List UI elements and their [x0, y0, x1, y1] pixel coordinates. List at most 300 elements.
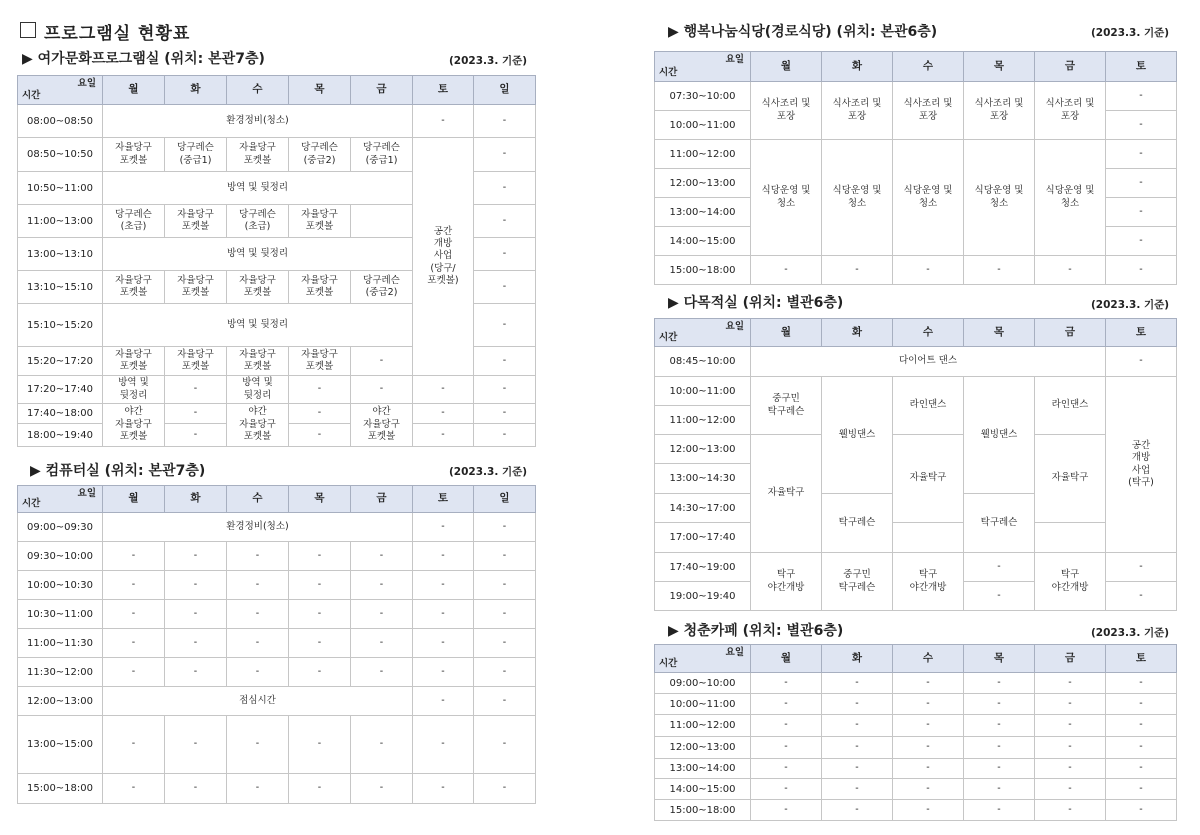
schedule-cell: 식사조리 및 포장 — [964, 82, 1035, 140]
schedule-cell: - — [474, 424, 536, 447]
time-cell: 12:00~13:00 — [655, 737, 751, 759]
time-cell: 17:40~19:00 — [655, 553, 751, 582]
schedule-cell: - — [1106, 256, 1177, 285]
schedule-cell: - — [1106, 140, 1177, 169]
schedule-cell: - — [165, 629, 227, 658]
header-day: 화 — [165, 76, 227, 105]
timetable-dining — [654, 51, 1177, 285]
schedule-cell: - — [474, 716, 536, 774]
schedule-cell: - — [1106, 673, 1177, 694]
schedule-cell: - — [413, 424, 474, 447]
schedule-cell: 웰빙댄스 — [964, 377, 1035, 494]
table-header-row — [18, 76, 536, 105]
table-row — [18, 105, 536, 138]
schedule-cell: - — [474, 138, 536, 172]
schedule-cell: 식당운영 및 청소 — [822, 140, 893, 256]
time-cell: 11:00~12:00 — [655, 406, 751, 435]
schedule-cell: 환경정비(청소) — [103, 513, 413, 542]
time-cell: 10:00~11:00 — [655, 111, 751, 140]
table-row — [18, 376, 536, 404]
time-cell: 13:00~14:00 — [655, 198, 751, 227]
schedule-cell: - — [289, 424, 351, 447]
schedule-cell: 자율당구 포켓볼 — [227, 347, 289, 376]
timetable-cafe — [654, 644, 1177, 821]
time-cell: 15:00~18:00 — [655, 800, 751, 821]
schedule-cell: - — [1106, 779, 1177, 800]
time-cell: 12:00~13:00 — [655, 435, 751, 464]
schedule-cell: 자율당구 포켓볼 — [165, 347, 227, 376]
timetable-multipurpose — [654, 318, 1177, 611]
schedule-cell: - — [165, 404, 227, 424]
schedule-cell: - — [964, 582, 1035, 611]
time-cell: 09:30~10:00 — [18, 542, 103, 571]
time-cell: 08:00~08:50 — [18, 105, 103, 138]
schedule-cell: - — [103, 716, 165, 774]
table-row — [18, 629, 536, 658]
header-day: 월 — [103, 486, 165, 513]
schedule-cell: - — [103, 571, 165, 600]
schedule-cell: - — [822, 673, 893, 694]
schedule-cell: - — [474, 542, 536, 571]
schedule-cell: - — [165, 542, 227, 571]
schedule-cell: - — [964, 737, 1035, 759]
schedule-cell: - — [893, 673, 964, 694]
schedule-cell: - — [474, 774, 536, 804]
schedule-cell: - — [413, 687, 474, 716]
schedule-cell: 식사조리 및 포장 — [751, 82, 822, 140]
schedule-cell: 자율당구 포켓볼 — [227, 271, 289, 304]
schedule-cell: - — [165, 571, 227, 600]
schedule-cell: 자율당구 포켓볼 — [103, 347, 165, 376]
time-cell: 12:00~13:00 — [655, 169, 751, 198]
time-cell: 14:00~15:00 — [655, 227, 751, 256]
header-day: 목 — [964, 52, 1035, 82]
schedule-cell: - — [1106, 800, 1177, 821]
schedule-cell: 식사조리 및 포장 — [1035, 82, 1106, 140]
table-row — [655, 82, 1177, 111]
table-header-row — [655, 319, 1177, 347]
schedule-cell: - — [413, 513, 474, 542]
schedule-cell: - — [474, 205, 536, 238]
section-title-computer: ▶ 컴퓨터실 (위치: 본관7층) — [30, 463, 206, 479]
schedule-cell: 탁구 야간개방 — [893, 553, 964, 611]
time-cell: 11:00~12:00 — [655, 715, 751, 737]
schedule-cell: 식당운영 및 청소 — [964, 140, 1035, 256]
schedule-cell: - — [474, 629, 536, 658]
schedule-cell: - — [964, 715, 1035, 737]
schedule-cell: - — [822, 759, 893, 779]
schedule-cell: - — [165, 774, 227, 804]
schedule-cell: - — [413, 404, 474, 424]
table-row — [18, 687, 536, 716]
schedule-cell: - — [964, 759, 1035, 779]
schedule-cell: 자율당구 포켓볼 — [289, 205, 351, 238]
time-cell: 14:00~15:00 — [655, 779, 751, 800]
schedule-cell: - — [289, 658, 351, 687]
time-cell: 17:00~17:40 — [655, 523, 751, 553]
schedule-cell: 자율탁구 — [893, 435, 964, 523]
header-day: 수 — [893, 645, 964, 673]
section-date-computer: (2023.3. 기준) — [449, 466, 528, 478]
table-row — [655, 737, 1177, 759]
schedule-cell: - — [474, 347, 536, 376]
schedule-cell: - — [413, 629, 474, 658]
schedule-cell: 식당운영 및 청소 — [751, 140, 822, 256]
table-row — [18, 600, 536, 629]
schedule-cell: - — [474, 687, 536, 716]
schedule-cell: - — [751, 737, 822, 759]
header-day: 월 — [751, 645, 822, 673]
schedule-cell: - — [289, 404, 351, 424]
schedule-cell: - — [751, 800, 822, 821]
header-corner: 요일 시간 — [655, 645, 751, 673]
schedule-cell: 다이어트 댄스 — [751, 347, 1106, 377]
section-title-dining: ▶ 행복나눔식당(경로식당) (위치: 본관6층) — [668, 24, 938, 40]
header-day: 토 — [413, 76, 474, 105]
space-open-cell: 공간 개방 사업 (탁구) — [1106, 377, 1177, 553]
schedule-cell: - — [413, 716, 474, 774]
time-cell: 08:45~10:00 — [655, 347, 751, 377]
header-day: 금 — [1035, 52, 1106, 82]
schedule-cell: - — [751, 779, 822, 800]
schedule-cell: - — [103, 629, 165, 658]
table-header-row — [655, 52, 1177, 82]
schedule-cell: - — [474, 238, 536, 271]
time-cell: 12:00~13:00 — [18, 687, 103, 716]
section-date-dining: (2023.3. 기준) — [1091, 27, 1170, 39]
schedule-cell: - — [893, 800, 964, 821]
time-cell: 14:30~17:00 — [655, 494, 751, 523]
schedule-cell: 방역 및 뒷정리 — [103, 172, 413, 205]
schedule-cell: - — [289, 571, 351, 600]
schedule-cell: 웰빙댄스 — [822, 377, 893, 494]
schedule-cell: - — [351, 376, 413, 404]
header-day: 목 — [289, 76, 351, 105]
schedule-cell: - — [289, 542, 351, 571]
time-cell: 15:00~18:00 — [18, 774, 103, 804]
schedule-cell: - — [413, 542, 474, 571]
schedule-cell: - — [893, 759, 964, 779]
time-cell: 10:30~11:00 — [18, 600, 103, 629]
schedule-cell: - — [964, 673, 1035, 694]
schedule-cell: - — [964, 779, 1035, 800]
schedule-cell: - — [165, 376, 227, 404]
schedule-cell: 탁구레슨 — [822, 494, 893, 553]
schedule-cell: - — [413, 658, 474, 687]
schedule-cell: - — [474, 105, 536, 138]
time-cell: 13:00~15:00 — [18, 716, 103, 774]
schedule-cell — [1035, 523, 1106, 553]
header-day: 일 — [474, 76, 536, 105]
schedule-cell: - — [351, 542, 413, 571]
header-day: 토 — [413, 486, 474, 513]
header-day: 수 — [227, 76, 289, 105]
schedule-cell: - — [227, 600, 289, 629]
schedule-cell: - — [351, 600, 413, 629]
header-day: 수 — [893, 52, 964, 82]
schedule-cell: 식사조리 및 포장 — [822, 82, 893, 140]
schedule-cell: - — [165, 600, 227, 629]
time-cell: 10:00~11:00 — [655, 694, 751, 715]
schedule-cell: - — [751, 694, 822, 715]
time-cell: 15:20~17:20 — [18, 347, 103, 376]
space-open-cell: 공간 개방 사업 (당구/ 포켓볼) — [413, 138, 474, 376]
schedule-cell: 당구레슨 (중급2) — [289, 138, 351, 172]
schedule-cell: - — [351, 571, 413, 600]
header-day: 화 — [822, 52, 893, 82]
time-cell: 10:00~10:30 — [18, 571, 103, 600]
page-title: 프로그램실 현황표 — [44, 24, 191, 44]
schedule-cell: - — [964, 800, 1035, 821]
schedule-cell: - — [413, 105, 474, 138]
section-title-cafe: ▶ 청춘카페 (위치: 별관6층) — [668, 623, 844, 639]
schedule-cell: - — [227, 774, 289, 804]
table-row — [655, 553, 1177, 582]
header-day: 일 — [474, 486, 536, 513]
schedule-cell: - — [289, 774, 351, 804]
schedule-cell: - — [474, 376, 536, 404]
schedule-cell: - — [751, 759, 822, 779]
header-day: 월 — [103, 76, 165, 105]
schedule-cell: - — [227, 658, 289, 687]
schedule-cell: - — [103, 542, 165, 571]
schedule-cell: - — [165, 716, 227, 774]
schedule-cell: - — [1035, 694, 1106, 715]
schedule-cell: - — [1035, 715, 1106, 737]
schedule-cell: - — [964, 694, 1035, 715]
schedule-cell: - — [227, 542, 289, 571]
table-row — [18, 571, 536, 600]
table-row — [18, 716, 536, 774]
schedule-cell: - — [822, 800, 893, 821]
schedule-cell: - — [822, 779, 893, 800]
schedule-cell: - — [751, 256, 822, 285]
schedule-cell: 중구민 탁구레슨 — [751, 377, 822, 435]
schedule-cell: - — [964, 553, 1035, 582]
header-day: 수 — [227, 486, 289, 513]
table-row — [18, 774, 536, 804]
section-title-culture: ▶ 여가문화프로그램실 (위치: 본관7층) — [22, 51, 265, 67]
table-header-row — [18, 486, 536, 513]
schedule-cell: - — [1106, 198, 1177, 227]
schedule-cell: - — [822, 737, 893, 759]
time-cell: 15:00~18:00 — [655, 256, 751, 285]
time-cell: 11:00~12:00 — [655, 140, 751, 169]
table-row — [655, 673, 1177, 694]
schedule-cell: - — [751, 715, 822, 737]
schedule-cell: 자율당구 포켓볼 — [103, 271, 165, 304]
schedule-cell: - — [103, 600, 165, 629]
table-row — [18, 542, 536, 571]
time-cell: 08:50~10:50 — [18, 138, 103, 172]
header-day: 월 — [751, 319, 822, 347]
section-date-culture: (2023.3. 기준) — [449, 55, 528, 67]
schedule-cell: - — [1035, 256, 1106, 285]
schedule-cell — [893, 523, 964, 553]
schedule-cell: - — [474, 172, 536, 205]
header-day: 토 — [1106, 319, 1177, 347]
header-corner: 요일 시간 — [18, 76, 103, 105]
schedule-cell: - — [413, 571, 474, 600]
schedule-cell: 자율당구 포켓볼 — [227, 138, 289, 172]
timetable-culture — [17, 75, 536, 447]
schedule-cell: - — [1106, 169, 1177, 198]
table-row — [655, 759, 1177, 779]
schedule-cell: 자율탁구 — [1035, 435, 1106, 523]
time-cell: 10:50~11:00 — [18, 172, 103, 205]
schedule-cell: - — [103, 774, 165, 804]
table-row — [655, 377, 1177, 406]
schedule-cell: 당구레슨 (중급1) — [351, 138, 413, 172]
table-row — [18, 404, 536, 424]
schedule-cell: - — [1106, 111, 1177, 140]
header-day: 금 — [1035, 319, 1106, 347]
schedule-cell: 식당운영 및 청소 — [893, 140, 964, 256]
table-row — [655, 140, 1177, 169]
header-corner: 요일 시간 — [655, 319, 751, 347]
schedule-cell: 방역 및 뒷정리 — [103, 304, 413, 347]
schedule-cell: - — [351, 774, 413, 804]
header-day: 금 — [351, 76, 413, 105]
schedule-cell: - — [1035, 800, 1106, 821]
schedule-cell: - — [1035, 737, 1106, 759]
table-row — [655, 800, 1177, 821]
schedule-cell: 중구민 탁구레슨 — [822, 553, 893, 611]
time-cell: 10:00~11:00 — [655, 377, 751, 406]
table-row — [18, 513, 536, 542]
schedule-cell: - — [1106, 553, 1177, 582]
header-day: 금 — [351, 486, 413, 513]
table-row — [655, 694, 1177, 715]
schedule-cell: - — [227, 629, 289, 658]
schedule-cell: - — [165, 658, 227, 687]
schedule-cell: - — [964, 256, 1035, 285]
schedule-cell: - — [413, 774, 474, 804]
header-day: 월 — [751, 52, 822, 82]
schedule-cell: - — [822, 694, 893, 715]
schedule-cell: 자율당구 포켓볼 — [289, 271, 351, 304]
time-cell: 07:30~10:00 — [655, 82, 751, 111]
time-cell: 09:00~09:30 — [18, 513, 103, 542]
schedule-cell: - — [1106, 82, 1177, 111]
schedule-cell: 자율당구 포켓볼 — [165, 271, 227, 304]
schedule-cell: - — [893, 779, 964, 800]
schedule-cell: 자율당구 포켓볼 — [103, 138, 165, 172]
table-row — [655, 435, 1177, 464]
schedule-cell: 탁구레슨 — [964, 494, 1035, 553]
schedule-cell: 자율당구 포켓볼 — [289, 347, 351, 376]
schedule-cell: 당구레슨 (초급) — [103, 205, 165, 238]
schedule-cell: - — [893, 737, 964, 759]
schedule-cell: - — [474, 404, 536, 424]
table-header-row — [655, 645, 1177, 673]
time-cell: 11:00~13:00 — [18, 205, 103, 238]
schedule-cell: 당구레슨 (초급) — [227, 205, 289, 238]
schedule-cell: - — [413, 600, 474, 629]
section-date-cafe: (2023.3. 기준) — [1091, 627, 1170, 639]
time-cell: 13:10~15:10 — [18, 271, 103, 304]
schedule-cell: - — [1035, 779, 1106, 800]
schedule-cell: - — [474, 513, 536, 542]
table-row — [18, 658, 536, 687]
schedule-cell: - — [351, 347, 413, 376]
schedule-cell: - — [351, 658, 413, 687]
schedule-cell: 탁구 야간개방 — [751, 553, 822, 611]
schedule-cell: - — [289, 600, 351, 629]
schedule-cell: - — [1106, 582, 1177, 611]
schedule-cell: - — [1035, 673, 1106, 694]
schedule-cell: 탁구 야간개방 — [1035, 553, 1106, 611]
section-date-multi: (2023.3. 기준) — [1091, 299, 1170, 311]
schedule-cell: - — [474, 600, 536, 629]
schedule-cell: - — [474, 658, 536, 687]
table-row — [655, 256, 1177, 285]
schedule-cell: - — [751, 673, 822, 694]
schedule-cell: - — [413, 376, 474, 404]
schedule-cell: 야간 자율당구 포켓볼 — [227, 404, 289, 447]
header-corner: 요일 시간 — [655, 52, 751, 82]
schedule-cell: - — [474, 571, 536, 600]
time-cell: 17:20~17:40 — [18, 376, 103, 404]
schedule-cell: - — [1106, 759, 1177, 779]
checkbox-icon — [20, 22, 36, 38]
schedule-cell: - — [227, 716, 289, 774]
schedule-cell: - — [227, 571, 289, 600]
schedule-cell — [351, 205, 413, 238]
time-cell: 15:10~15:20 — [18, 304, 103, 347]
table-row — [655, 779, 1177, 800]
schedule-cell: - — [1106, 715, 1177, 737]
schedule-cell: 방역 및 뒷정리 — [103, 238, 413, 271]
schedule-cell: - — [474, 304, 536, 347]
schedule-cell: - — [893, 256, 964, 285]
schedule-cell: - — [822, 715, 893, 737]
schedule-cell: 방역 및 뒷정리 — [103, 376, 165, 404]
header-day: 목 — [289, 486, 351, 513]
time-cell: 13:00~14:30 — [655, 464, 751, 494]
schedule-cell: - — [893, 715, 964, 737]
schedule-cell: - — [165, 424, 227, 447]
schedule-cell: 방역 및 뒷정리 — [227, 376, 289, 404]
schedule-cell: - — [351, 629, 413, 658]
time-cell: 11:00~11:30 — [18, 629, 103, 658]
schedule-cell: - — [893, 694, 964, 715]
schedule-cell: 환경정비(청소) — [103, 105, 413, 138]
header-day: 토 — [1106, 52, 1177, 82]
table-row — [655, 715, 1177, 737]
section-title-multi: ▶ 다목적실 (위치: 별관6층) — [668, 295, 844, 311]
schedule-cell: - — [474, 271, 536, 304]
schedule-cell: - — [1106, 227, 1177, 256]
header-day: 화 — [822, 319, 893, 347]
time-cell: 13:00~14:00 — [655, 759, 751, 779]
schedule-cell: 점심시간 — [103, 687, 413, 716]
header-day: 수 — [893, 319, 964, 347]
header-day: 화 — [165, 486, 227, 513]
header-day: 토 — [1106, 645, 1177, 673]
time-cell: 09:00~10:00 — [655, 673, 751, 694]
schedule-cell: - — [1106, 694, 1177, 715]
schedule-cell: 자율탁구 — [751, 435, 822, 553]
table-row — [655, 347, 1177, 377]
time-cell: 17:40~18:00 — [18, 404, 103, 424]
schedule-cell: 야간 자율당구 포켓볼 — [103, 404, 165, 447]
table-row — [655, 523, 1177, 553]
header-day: 금 — [1035, 645, 1106, 673]
table-row — [18, 138, 536, 172]
schedule-cell: - — [103, 658, 165, 687]
schedule-cell: 당구레슨 (중급2) — [351, 271, 413, 304]
